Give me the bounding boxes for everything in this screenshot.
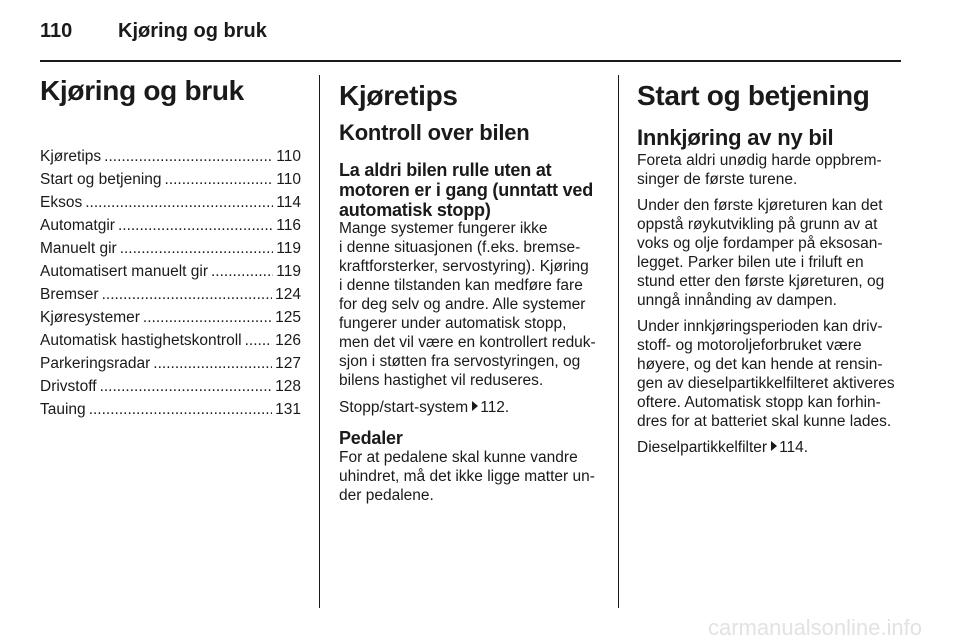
reference-page: 114. — [779, 439, 809, 456]
text-line: gen av dieselpartikkelfilteret aktiveres — [637, 375, 895, 392]
text-line: bilens hastighet vil reduseres. — [339, 372, 544, 389]
toc-leader — [85, 193, 273, 212]
toc-title: Kjøring og bruk — [40, 75, 244, 106]
toc-entry[interactable] — [40, 308, 301, 331]
toc-entry-page: 110 — [276, 148, 301, 165]
text-line: kraftforsterker, servostyring). Kjøring — [339, 258, 589, 275]
text-line: Mange systemer fungerer ikke — [339, 220, 548, 237]
pedals-heading: Pedaler — [339, 428, 403, 448]
toc-entry[interactable] — [40, 285, 301, 308]
text-line: i denne situasjonen (f.eks. bremse- — [339, 239, 581, 256]
reference-text: Stopp/start-system — [339, 399, 469, 416]
text-line: Under den første kjøreturen kan det — [637, 197, 883, 214]
text-line: stund etter den første kjøreturen, og — [637, 273, 885, 290]
toc-entry-page: 127 — [275, 355, 301, 372]
toc-entry-page: 126 — [275, 332, 301, 349]
header-rule — [40, 60, 901, 62]
toc-entry-page: 119 — [276, 240, 301, 257]
text-line: singer de første turene. — [637, 171, 798, 188]
page-reference-arrow-icon — [771, 441, 777, 451]
toc-entry-page: 116 — [276, 217, 301, 234]
text-line: men det vil være en kontrollert reduk- — [339, 334, 596, 351]
toc-entry[interactable] — [40, 331, 301, 354]
body-paragraph — [339, 448, 604, 505]
toc-leader — [245, 331, 273, 350]
reference-page: 112. — [480, 399, 510, 416]
page-number: 110 — [40, 20, 73, 42]
text-line: legget. Parker bilen ute i friluft en — [637, 254, 864, 271]
toc-leader — [120, 239, 274, 258]
toc-entry-title: Automatgir — [40, 217, 115, 234]
toc-entry[interactable] — [40, 170, 301, 193]
text-line: oppstå røykutvikling på grunn av at — [637, 216, 878, 233]
body-paragraph — [637, 317, 905, 431]
toc-leader — [89, 400, 272, 419]
toc-entry-page: 125 — [275, 309, 301, 326]
toc-entry[interactable] — [40, 239, 301, 262]
toc-entry-page: 124 — [275, 286, 301, 303]
section-title: Kjøretips — [339, 80, 458, 111]
toc-entry-title: Kjøretips — [40, 148, 102, 165]
text-line: dres for at batteriet skal kunne lades. — [637, 413, 892, 430]
body-paragraph — [339, 219, 604, 390]
column-divider-1 — [319, 75, 320, 608]
text-line: Foreta aldri unødig harde oppbrem- — [637, 152, 882, 169]
toc-column — [40, 74, 301, 423]
column-divider-2 — [618, 75, 619, 608]
toc-entry-page: 119 — [276, 263, 301, 280]
toc-leader — [102, 285, 273, 304]
text-line: høyere, og det kan hende at rensin- — [637, 356, 883, 373]
running-header — [40, 19, 267, 43]
heading-line: automatisk stopp) — [339, 200, 491, 220]
text-line: unngå innånding av dampen. — [637, 292, 837, 309]
watermark: carmanualsonline.info — [707, 615, 922, 640]
toc-entry-page: 128 — [275, 378, 301, 395]
section-title: Start og betjening — [637, 80, 870, 111]
text-line: i denne tilstanden kan medføre fare — [339, 277, 583, 294]
toc-entry[interactable] — [40, 262, 301, 285]
toc-leader — [104, 147, 273, 166]
toc-entry[interactable] — [40, 354, 301, 377]
toc-entry-title: Start og betjening — [40, 171, 162, 188]
toc-entry[interactable] — [40, 400, 301, 423]
toc-leader — [143, 308, 272, 327]
heading-line: motoren er i gang (unntatt ved — [339, 180, 594, 200]
toc-entry[interactable] — [40, 216, 301, 239]
toc-entry-title: Parkeringsradar — [40, 355, 151, 372]
toc-entry-title: Manuelt gir — [40, 240, 117, 257]
toc-entry-title: Automatisert manuelt gir — [40, 263, 208, 280]
toc-list — [40, 147, 301, 423]
toc-leader — [100, 377, 273, 396]
cross-reference[interactable] — [339, 398, 604, 417]
chapter-name: Kjøring og bruk — [118, 20, 267, 42]
toc-leader — [211, 262, 273, 281]
toc-entry[interactable] — [40, 377, 301, 400]
toc-entry-title: Bremser — [40, 286, 99, 303]
toc-entry-page: 131 — [275, 401, 301, 418]
section-subtitle: Innkjøring av ny bil — [637, 125, 834, 150]
toc-entry[interactable] — [40, 147, 301, 170]
page-reference-arrow-icon — [472, 401, 478, 411]
text-line: For at pedalene skal kunne vandre — [339, 449, 578, 466]
body-paragraph — [637, 196, 905, 310]
toc-entry-title: Eksos — [40, 194, 83, 211]
toc-entry-page: 110 — [276, 171, 301, 188]
toc-entry[interactable] — [40, 193, 301, 216]
heading-line: La aldri bilen rulle uten at — [339, 160, 552, 180]
toc-entry-page: 114 — [276, 194, 301, 211]
toc-leader — [153, 354, 272, 373]
text-line: uhindret, må det ikke ligge matter un- — [339, 468, 595, 485]
toc-entry-title: Drivstoff — [40, 378, 97, 395]
warning-heading — [339, 160, 604, 220]
text-line: stoff- og motoroljeforbruket være — [637, 337, 862, 354]
start-operation-column — [637, 74, 905, 464]
section-subtitle: Kontroll over bilen — [339, 120, 530, 145]
text-line: fungerer under automatisk stopp, — [339, 315, 567, 332]
text-line: voks og olje fordamper på eksosan- — [637, 235, 883, 252]
toc-entry-title: Tauing — [40, 401, 86, 418]
toc-entry-title: Automatisk hastighetskontroll — [40, 332, 242, 349]
toc-entry-title: Kjøresystemer — [40, 309, 140, 326]
toc-leader — [165, 170, 274, 189]
body-paragraph — [637, 151, 905, 189]
text-line: for deg selv og andre. Alle systemer — [339, 296, 586, 313]
reference-text: Dieselpartikkelfilter — [637, 439, 768, 456]
cross-reference[interactable] — [637, 438, 905, 457]
text-line: sjon i støtten fra servostyringen, og — [339, 353, 581, 370]
text-line: oftere. Automatisk stopp kan forhin- — [637, 394, 881, 411]
text-line: Under innkjøringsperioden kan driv- — [637, 318, 883, 335]
text-line: der pedalene. — [339, 487, 434, 504]
driving-tips-column — [339, 74, 604, 505]
toc-leader — [118, 216, 273, 235]
